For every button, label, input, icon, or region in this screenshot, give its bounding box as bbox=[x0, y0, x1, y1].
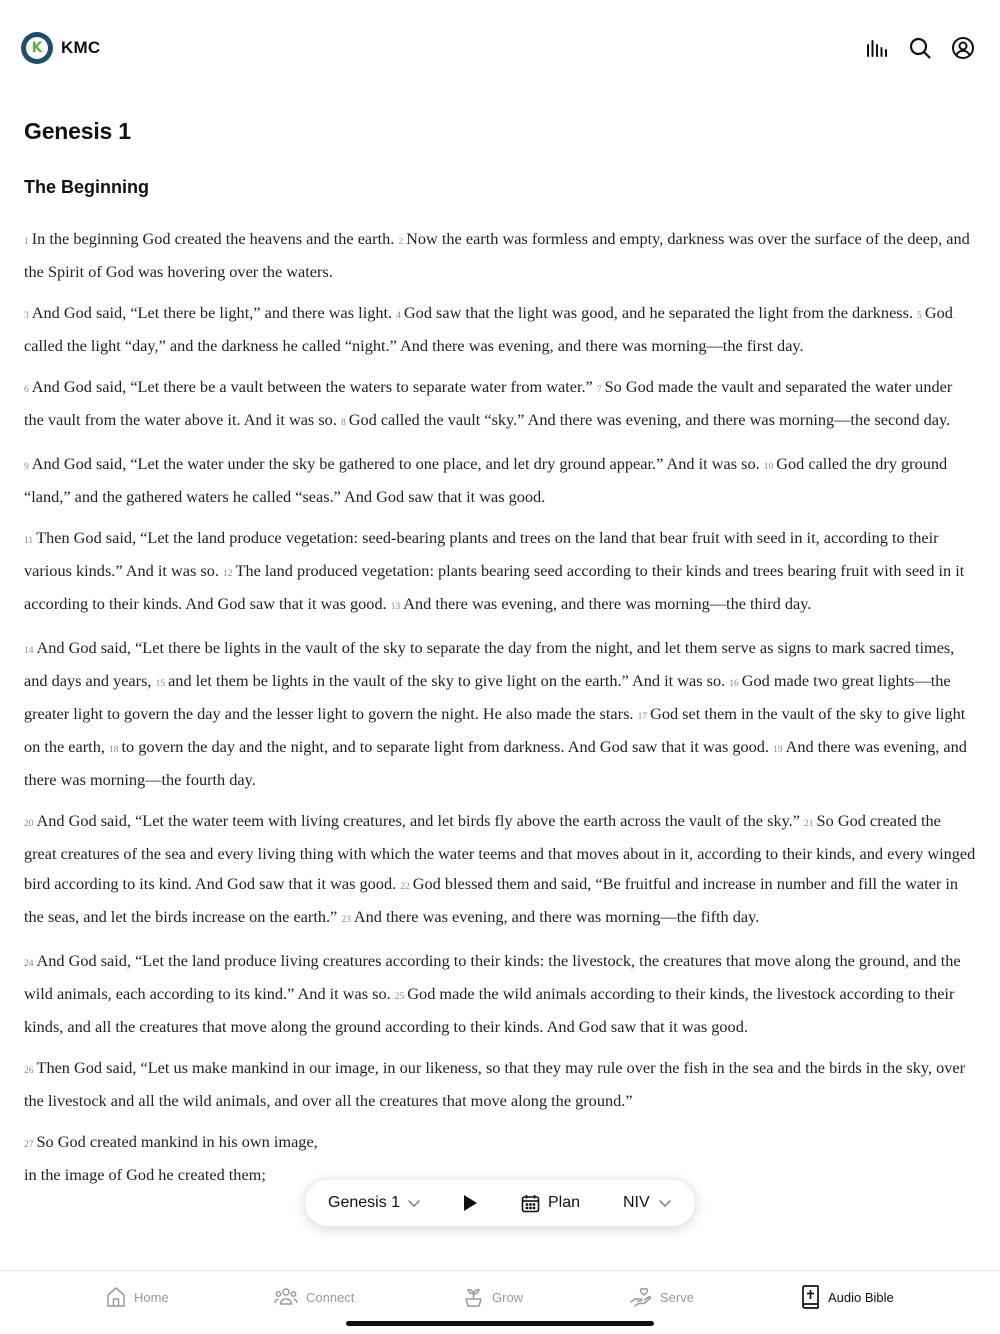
tab-label: Connect bbox=[306, 1289, 355, 1305]
verse-text[interactable]: God called the light “day,” and the darkness he called “night.” And there was evening, and there was morning—the first day. bbox=[24, 303, 953, 355]
verse-text[interactable]: God made the wild animals according to their kinds, the livestock according to their kinds, and all the creatures that move along the ground according to their kinds. And God saw that it was good. bbox=[24, 984, 955, 1036]
verse-text[interactable]: And God said, “Let there be light,” and there was light. bbox=[31, 303, 393, 322]
tab-connect[interactable] bbox=[274, 1284, 354, 1310]
chapter-selector-label: Genesis 1 bbox=[328, 1194, 401, 1211]
kmc-logo[interactable] bbox=[21, 32, 53, 64]
verse-number: 4 bbox=[396, 311, 401, 321]
verse-number: 21 bbox=[804, 819, 814, 829]
verse-text[interactable]: God blessed them and said, “Be fruitful and increase in number and fill the water in the seas, and let the birds increase on the earth.” bbox=[24, 874, 959, 926]
plan-button[interactable] bbox=[521, 1180, 580, 1226]
verse-number: 18 bbox=[109, 745, 119, 755]
top-header bbox=[0, 0, 1000, 96]
verse-number: 1 bbox=[24, 237, 29, 247]
section-title: The Beginning bbox=[24, 177, 149, 197]
verse-text[interactable]: Then God said, “Let us make mankind in our image, in our likeness, so that they may rule over the fish in the sea and the birds in the sky, over the livestock and all the wild animals, and over all the creatures that move along the ground.” bbox=[24, 1058, 966, 1110]
home-indicator bbox=[346, 1321, 654, 1326]
verse-number: 10 bbox=[763, 462, 774, 472]
verse-number: 6 bbox=[24, 385, 29, 395]
verse-number: 20 bbox=[24, 819, 34, 829]
verse-text[interactable]: God set them in the vault of the sky to give light on the earth, bbox=[24, 704, 966, 756]
verse-text[interactable]: And God said, “Let the water under the sky be gathered to one place, and let dry ground appear.” And it was so. bbox=[31, 454, 760, 473]
verse-text[interactable]: God called the vault “sky.” And there was evening, and there was morning—the second day. bbox=[348, 410, 951, 429]
verse-text[interactable]: In the beginning God created the heavens and the earth. bbox=[31, 229, 395, 248]
profile-icon[interactable] bbox=[951, 36, 975, 60]
verse-text[interactable]: And God said, “Let there be a vault between the waters to separate water from water.” bbox=[31, 377, 593, 396]
verse-number: 11 bbox=[24, 536, 34, 546]
chevron-down-icon bbox=[658, 1196, 672, 1210]
verse-number: 8 bbox=[340, 418, 346, 428]
chapter-title: Genesis 1 bbox=[24, 118, 131, 144]
verse-paragraph bbox=[24, 946, 976, 1042]
verse-number: 16 bbox=[729, 679, 739, 689]
floating-reader-bar bbox=[305, 1180, 695, 1226]
verses-container bbox=[24, 224, 976, 1116]
sprout-icon bbox=[463, 1287, 492, 1308]
verse-text[interactable]: Now the earth was formless and empty, darkness was over the surface of the deep, and the Spirit of God was hovering over the waters. bbox=[24, 229, 970, 281]
verse-text[interactable]: And God said, “Let the water teem with living creatures, and let birds fly above the earth across the vault of the sky.” bbox=[36, 811, 800, 830]
verse-text[interactable]: God called the dry ground “land,” and the gathered waters he called “seas.” And God saw that it was good. bbox=[24, 454, 948, 506]
calendar-icon bbox=[521, 1194, 540, 1213]
logo-inner bbox=[26, 37, 48, 59]
verse-number: 23 bbox=[341, 915, 351, 925]
verse-text[interactable]: So God made the vault and separated the water under the vault from the water above it. And it was so. bbox=[24, 377, 953, 429]
audio-bars-icon[interactable] bbox=[865, 36, 889, 60]
verse-number: 7 bbox=[596, 385, 602, 395]
tab-label: Home bbox=[134, 1289, 169, 1305]
bible-icon bbox=[801, 1285, 828, 1309]
search-icon[interactable] bbox=[908, 36, 932, 60]
version-label: NIV bbox=[623, 1194, 650, 1211]
verse-paragraph bbox=[24, 633, 976, 795]
verse-number: 3 bbox=[24, 311, 29, 321]
verse-text[interactable]: And God said, “Let the land produce living creatures according to their kinds: the livestock, the creatures that move along the ground, and the wild animals, each according to its kind.” And it was so. bbox=[24, 951, 961, 1003]
verse-text[interactable]: And there was evening, and there was morning—the fifth day. bbox=[353, 907, 760, 926]
verse-paragraph bbox=[24, 224, 976, 287]
verse-text[interactable]: And God said, “Let there be lights in the vault of the sky to separate the day from the night, and let them serve as signs to mark sacred times, and days and years, bbox=[24, 638, 955, 690]
verse-paragraph bbox=[24, 523, 976, 622]
verse-text[interactable]: Then God said, “Let the land produce vegetation: seed-bearing plants and trees on the land that bear fruit with seed in it, according to their various kinds.” And it was so. bbox=[24, 528, 939, 580]
verse-number: 14 bbox=[24, 646, 34, 656]
verse-number: 17 bbox=[637, 712, 648, 722]
verse-number: 12 bbox=[223, 569, 233, 579]
verse-text[interactable]: The land produced vegetation: plants bearing seed according to their kinds and trees bearing fruit with seed in it according to their kinds. And God saw that it was good. bbox=[24, 561, 965, 613]
app-name[interactable]: KMC bbox=[61, 38, 101, 57]
verse-number: 2 bbox=[398, 237, 404, 247]
serve-hand-icon bbox=[630, 1286, 660, 1308]
tab-label: Audio Bible bbox=[828, 1289, 894, 1305]
verse-text[interactable]: And there was evening, and there was morning—the fourth day. bbox=[24, 737, 967, 789]
verse-paragraph bbox=[24, 372, 976, 438]
home-icon bbox=[106, 1286, 134, 1308]
verse-number: 25 bbox=[394, 992, 405, 1002]
verse-paragraph bbox=[24, 449, 976, 512]
verse-text[interactable]: to govern the day and the night, and to separate light from darkness. And God saw that it was good. bbox=[121, 737, 769, 756]
verse-text[interactable]: and let them be lights in the vault of the sky to give light on the earth.” And it was so. bbox=[168, 671, 726, 690]
verse-paragraph bbox=[24, 298, 976, 361]
verse-number: 5 bbox=[917, 311, 922, 321]
version-selector[interactable] bbox=[623, 1180, 672, 1226]
poetry-line: in the image of God he created them; bbox=[24, 1165, 266, 1184]
play-icon bbox=[462, 1194, 478, 1212]
verse-text[interactable]: And there was evening, and there was morning—the third day. bbox=[403, 594, 812, 613]
verse-number: 19 bbox=[773, 745, 783, 755]
verse-text[interactable]: God saw that the light was good, and he separated the light from the darkness. bbox=[403, 303, 914, 322]
play-button[interactable] bbox=[462, 1180, 478, 1226]
verse-text[interactable]: So God created the great creatures of the sea and every living thing with which the water teems and that moves about in it, according to their kinds, and every winged bird according to its kind. And God saw that it was good. bbox=[24, 811, 976, 893]
verse-number: 22 bbox=[400, 882, 410, 892]
verse-number: 15 bbox=[155, 679, 166, 689]
verse-number: 24 bbox=[24, 959, 34, 969]
tab-label: Serve bbox=[660, 1289, 694, 1305]
verse-text[interactable]: God made two great lights—the greater light to govern the day and the lesser light to govern the night. He also made the stars. bbox=[24, 671, 951, 723]
verse-number: 13 bbox=[390, 602, 401, 612]
poetry-line bbox=[24, 1127, 976, 1160]
chevron-down-icon bbox=[407, 1196, 421, 1210]
tab-serve[interactable] bbox=[630, 1284, 694, 1310]
chapter-selector[interactable] bbox=[328, 1180, 421, 1226]
verse-number: 27 bbox=[24, 1140, 34, 1150]
verse-number: 9 bbox=[24, 462, 29, 472]
plan-label: Plan bbox=[548, 1194, 581, 1211]
verse-text: So God created mankind in his own image, bbox=[36, 1132, 318, 1151]
bible-reading-pane[interactable] bbox=[24, 112, 976, 1270]
verse-paragraph bbox=[24, 806, 976, 935]
tab-home[interactable] bbox=[106, 1284, 169, 1310]
tab-label: Grow bbox=[492, 1289, 524, 1305]
tab-audio-bible[interactable] bbox=[801, 1284, 894, 1310]
logo-letter: K bbox=[31, 40, 43, 56]
verse-paragraph bbox=[24, 1053, 976, 1116]
verse-number: 26 bbox=[24, 1066, 34, 1076]
tab-grow[interactable] bbox=[463, 1284, 523, 1310]
people-icon bbox=[274, 1287, 306, 1307]
